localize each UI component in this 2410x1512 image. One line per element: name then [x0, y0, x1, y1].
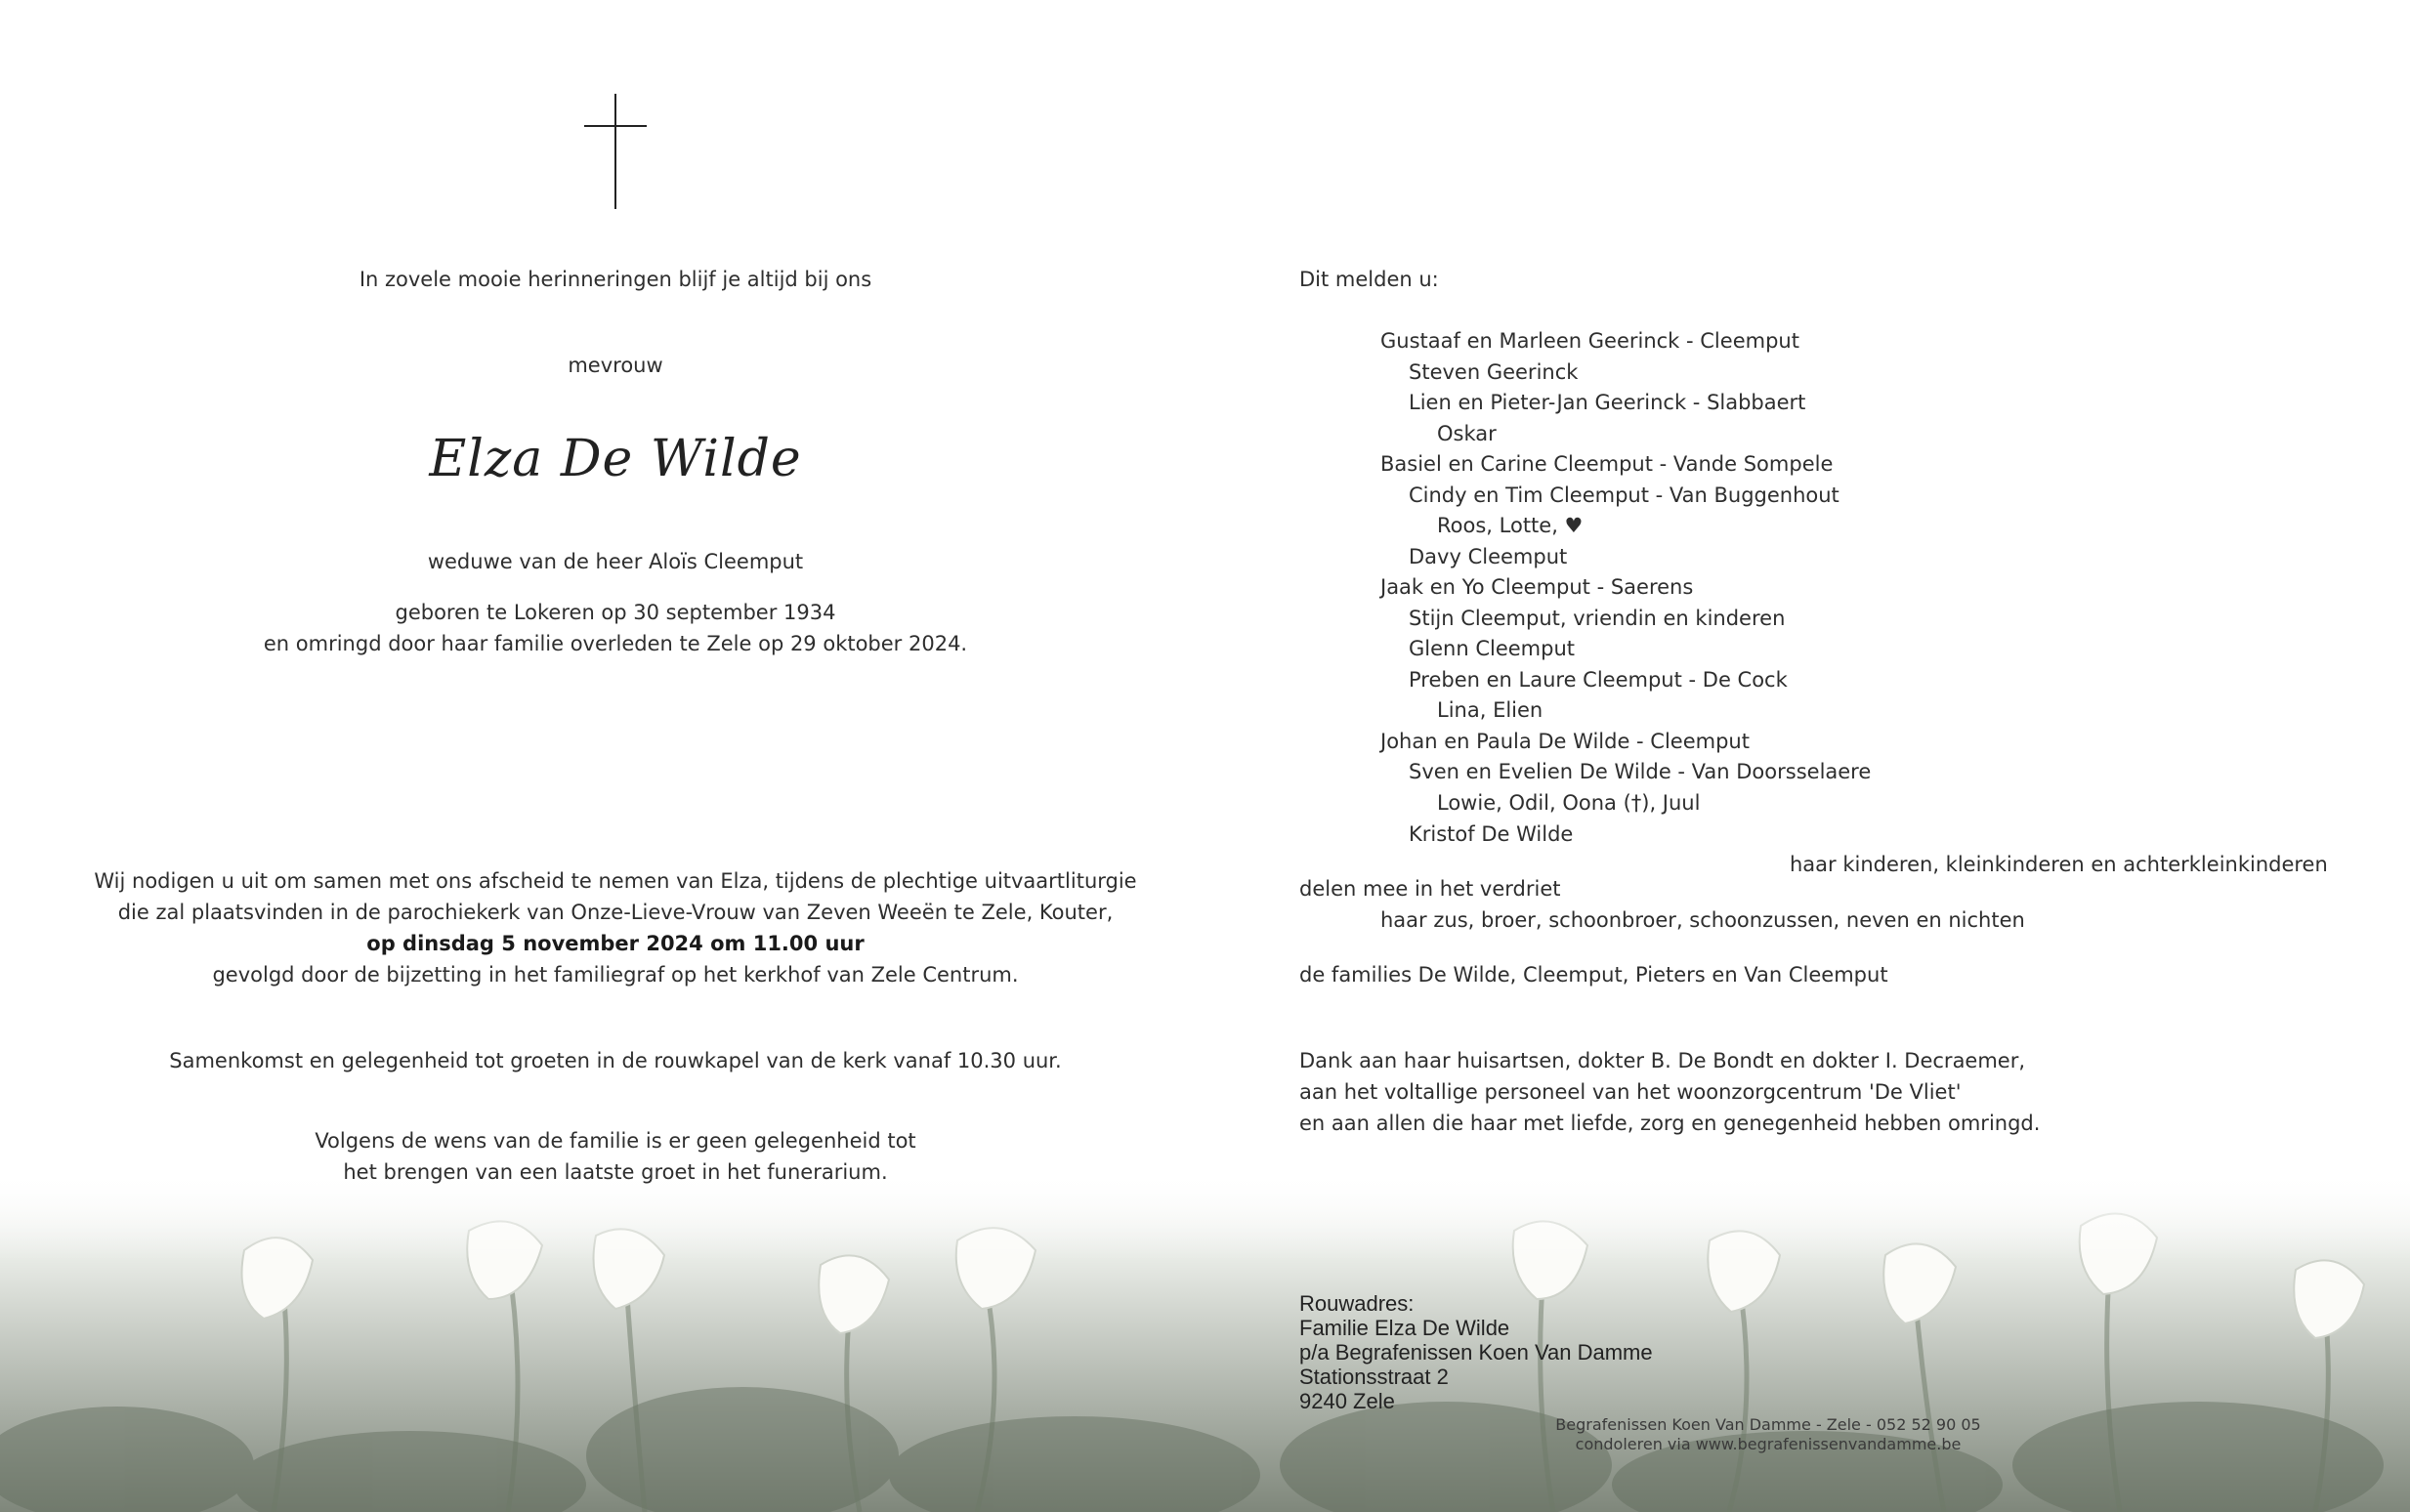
- family-member: Preben en Laure Cleemput - De Cock: [1409, 668, 1788, 692]
- family-member: Lina, Elien: [1437, 698, 1543, 722]
- cross-icon: [581, 94, 650, 209]
- family-member: Lien en Pieter-Jan Geerinck - Slabbaert: [1409, 391, 1806, 414]
- family-member: Kristof De Wilde: [1409, 822, 1574, 846]
- siblings-line: haar zus, broer, schoonbroer, schoonzussen, neven en nichten: [1380, 908, 2025, 932]
- undertaker-line: Begrafenissen Koen Van Damme - Zele - 052 52 90 05: [1555, 1415, 1981, 1434]
- family-member: Johan en Paula De Wilde - Cleemput: [1380, 730, 1750, 753]
- thanks-line: Dank aan haar huisartsen, dokter B. De Bondt en dokter I. Decraemer,: [1299, 1049, 2026, 1072]
- death-line: en omringd door haar familie overleden te Zele op 29 oktober 2024.: [263, 632, 968, 655]
- children-line: haar kinderen, kleinkinderen en achterkleinkinderen: [1790, 853, 2328, 876]
- family-member: Oskar: [1437, 422, 1497, 445]
- family-member: Sven en Evelien De Wilde - Van Doorsselaere: [1409, 760, 1872, 783]
- address-line: Stationsstraat 2: [1299, 1365, 1449, 1389]
- family-member: Roos, Lotte, ♥: [1437, 514, 1584, 537]
- thanks-line: en aan allen die haar met liefde, zorg en genegenheid hebben omringd.: [1299, 1112, 2041, 1135]
- widow-line: weduwe van de heer Aloïs Cleemput: [427, 550, 804, 573]
- deceased-name: Elza De Wilde: [429, 430, 802, 488]
- thanks-line: aan het voltallige personeel van het woonzorgcentrum 'De Vliet': [1299, 1080, 1962, 1104]
- birth-line: geboren te Lokeren op 30 september 1934: [395, 601, 836, 624]
- family-member: Glenn Cleemput: [1409, 637, 1575, 660]
- address-heading: Rouwadres:: [1299, 1291, 1415, 1316]
- families-line: de families De Wilde, Cleemput, Pieters en Van Cleemput: [1299, 963, 1888, 987]
- invite-line: Wij nodigen u uit om samen met ons afscheid te nemen van Elza, tijdens de plechtige uitvaartliturgie: [94, 869, 1137, 893]
- intro-line: Dit melden u:: [1299, 268, 1439, 291]
- address-line: p/a Begrafenissen Koen Van Damme: [1299, 1340, 1653, 1365]
- family-member: Lowie, Odil, Oona (†), Juul: [1437, 791, 1701, 815]
- honorific: mevrouw: [568, 354, 663, 377]
- family-member: Gustaaf en Marleen Geerinck - Cleemput: [1380, 329, 1799, 353]
- condolence-line: condoleren via www.begrafenissenvandamme.be: [1575, 1435, 1962, 1453]
- family-member: Jaak en Yo Cleemput - Saerens: [1380, 575, 1694, 599]
- motto: In zovele mooie herinneringen blijf je altijd bij ons: [359, 268, 872, 291]
- invite-line: die zal plaatsvinden in de parochiekerk van Onze-Lieve-Vrouw van Zeven Weeën te Zele, Kouter,: [117, 901, 1114, 924]
- calla-lilies-background: [0, 1172, 2410, 1512]
- service-date: op dinsdag 5 november 2024 om 11.00 uur: [366, 932, 865, 955]
- family-member: Cindy en Tim Cleemput - Van Buggenhout: [1409, 483, 1839, 507]
- address-line: 9240 Zele: [1299, 1389, 1395, 1413]
- invite-line: gevolgd door de bijzetting in het familiegraf op het kerkhof van Zele Centrum.: [212, 963, 1019, 987]
- family-member: Stijn Cleemput, vriendin en kinderen: [1409, 607, 1786, 630]
- wish-line: Volgens de wens van de familie is er geen gelegenheid tot: [315, 1129, 916, 1153]
- family-member: Davy Cleemput: [1409, 545, 1568, 568]
- share-line: delen mee in het verdriet: [1299, 877, 1561, 901]
- family-member: Basiel en Carine Cleemput - Vande Sompele: [1380, 452, 1834, 476]
- address-line: Familie Elza De Wilde: [1299, 1316, 1510, 1340]
- family-member: Steven Geerinck: [1409, 360, 1579, 384]
- gathering-line: Samenkomst en gelegenheid tot groeten in de rouwkapel van de kerk vanaf 10.30 uur.: [169, 1049, 1062, 1072]
- wish-line: het brengen van een laatste groet in het funerarium.: [343, 1160, 888, 1184]
